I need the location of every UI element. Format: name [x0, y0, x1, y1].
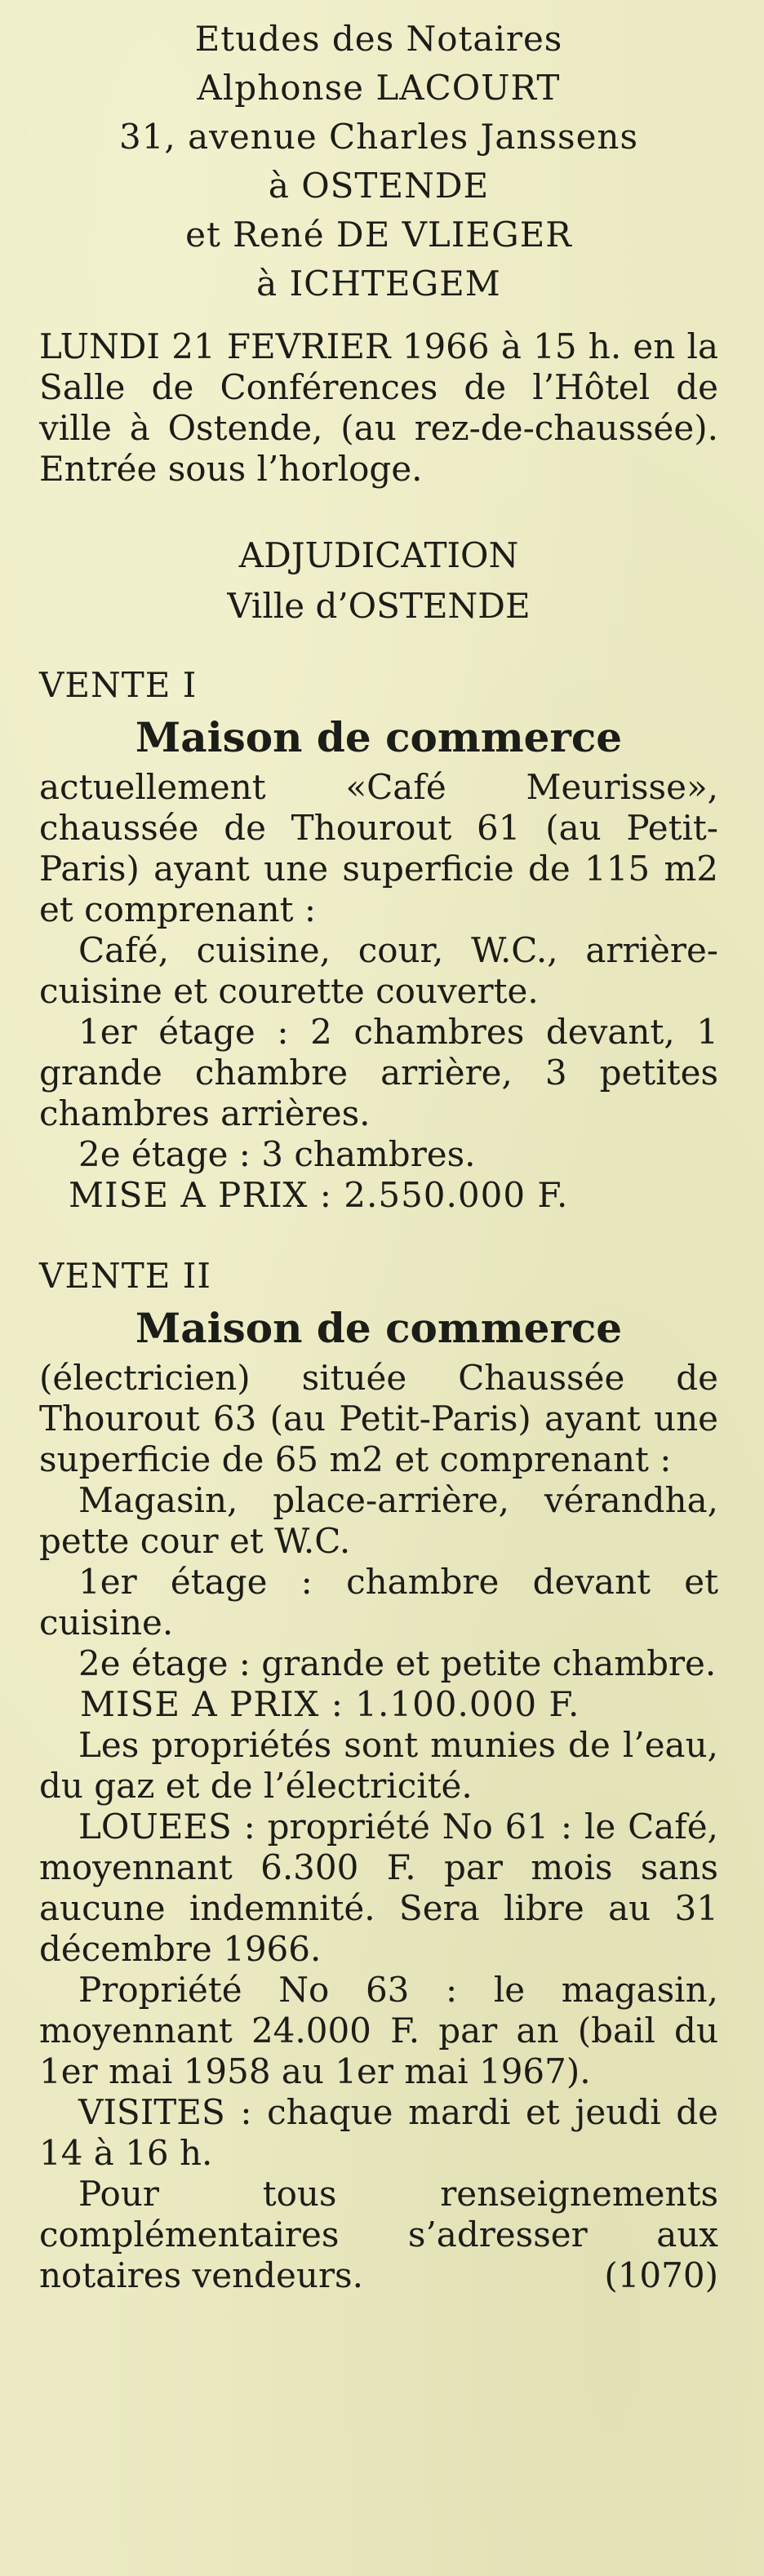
utilities-paragraph: Les propriétés sont munies de l’eau, du gaz et de l’électricité.	[39, 1725, 718, 1806]
vente-1-first-floor: 1er étage : 2 chambres devant, 1 grande chambre arrière, 3 petites chambres arrières.	[39, 1012, 718, 1133]
header-line: Etudes des Notaires	[194, 19, 563, 59]
vente-1-second-floor: 2e étage : 3 chambres.	[78, 1134, 476, 1174]
vente-2-section	[39, 1253, 718, 1725]
closing-text: Pour tous renseignements complémentaires s’adresser aux notaires vendeurs.	[39, 2174, 718, 2295]
header-line: à ICHTEGEM	[256, 264, 501, 304]
header-line: et René DE VLIEGER	[185, 215, 572, 255]
vente-1-price: MISE A PRIX : 2.550.000 F.	[69, 1175, 569, 1215]
vente-2-first-floor: 1er étage : chambre devant et cuisine.	[39, 1562, 718, 1643]
header-line: à OSTENDE	[268, 166, 490, 206]
header-line: 31, avenue Charles Janssens	[118, 117, 639, 157]
vente-1-title: Maison de commerce	[135, 713, 623, 761]
adjudication-block	[39, 530, 718, 632]
adjudication-city: Ville d’OSTENDE	[227, 586, 531, 626]
vente-1-ground-floor: Café, cuisine, cour, W.C., arrière-cuisine et courette couverte.	[39, 930, 718, 1011]
vente-2-label: VENTE II	[39, 1256, 211, 1296]
header-line: Alphonse LACOURT	[197, 68, 561, 108]
closing-paragraph	[39, 2174, 718, 2296]
vente-1-description: actuellement «Café Meurisse», chaussée de Thourout 61 (au Petit-Paris) ayant une superficie de 115 m2 et comprenant :	[39, 767, 718, 929]
rental-paragraph: LOUEES : propriété No 61 : le Café, moyennant 6.300 F. par mois sans aucune indemnité. Sera libre au 31 décembre 1966.	[39, 1807, 718, 1969]
vente-2-ground-floor: Magasin, place-arrière, vérandha, pette cour et W.C.	[39, 1480, 718, 1561]
auction-date-paragraph: LUNDI 21 FEVRIER 1966 à 15 h. en la Salle de Conférences de l’Hôtel de ville à Ostende, (au rez-de-chaussée). Entrée sous l’horloge.	[39, 326, 718, 489]
notary-header	[39, 15, 718, 308]
notice-column	[39, 15, 718, 2296]
vente-2-title: Maison de commerce	[135, 1304, 623, 1352]
vente-2-description: (électricien) située Chaussée de Thourout 63 (au Petit-Paris) ayant une superficie de 65 m2 et comprenant :	[39, 1358, 718, 1479]
reference-number: (1070)	[604, 2255, 718, 2295]
vente-1-label: VENTE I	[39, 665, 198, 705]
vente-2-price: MISE A PRIX : 1.100.000 F.	[80, 1684, 580, 1724]
property-63-paragraph: Propriété No 63 : le magasin, moyennant 24.000 F. par an (bail du 1er mai 1958 au 1er mai 1967).	[39, 1970, 718, 2091]
visits-paragraph: VISITES : chaque mardi et jeudi de 14 à 16 h.	[39, 2092, 718, 2173]
vente-1-section	[39, 663, 718, 1216]
vente-2-second-floor: 2e étage : grande et petite chambre.	[78, 1643, 717, 1683]
adjudication-title: ADJUDICATION	[238, 535, 519, 575]
